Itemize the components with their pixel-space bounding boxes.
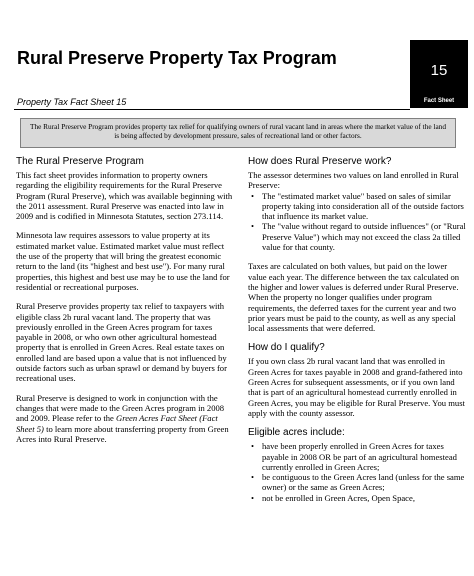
section-heading-eligible: Eligible acres include: (248, 427, 345, 439)
bullet-icon: • (251, 441, 255, 452)
bullet-icon: • (251, 492, 255, 503)
list-item: • be contiguous to the Green Acres land (unless for the same owner) or the same as Green Acres; (251, 472, 465, 493)
paragraph-green-acres (16, 393, 234, 444)
green-acres-reference: Green Acres Fact Sheet (Fact Sheet 5) (16, 413, 218, 434)
header-divider (14, 109, 410, 110)
paragraph-tax-relief: Rural Preserve provides property tax relief to taxpayers with eligible class 2b rural vacant land. The property that was previously enrolled in the Green Acres program for taxes payable in 2008, or who own other agricultural homestead property that is enrolled in Green Acres. Real estate taxes on enrolled land are based upon a value that is not influenced by outside factors such as urban sprawl or demand by buyers for recreational uses. (16, 301, 227, 384)
paragraph-intro: This fact sheet provides information to property owners regarding the eligibility requirements for the Rural Preserve Program (Rural Preserve), which was available beginning with the 2011 assessment. Rural Preserve was enacted into law in 2009 and is codified in Minnesota Statutes, section 273.114. (16, 170, 233, 222)
bullet-icon: • (251, 472, 255, 483)
paragraph-market-value: Minnesota law requires assessors to value property at its estimated market value. Estimated market value must reflect the use of the property that will bring the greatest economic return to the land (its "highest and best use"). For many rural properties, this highest and best use may be to use the land for residential or recreational purposes. (16, 230, 230, 292)
list-item: • have been properly enrolled in Green Acres for taxes payable in 2008 OR be part of an agricultural homestead currently enrolled in Green Acres; (251, 441, 457, 472)
paragraph-qualify: If you own class 2b rural vacant land that was enrolled in Green Acres for taxes payable in 2008 and grand-fathered into Green Acres for subsequent assessments, or if you own land that is part of an agricultural homestead currently enrolled in Green Acres, you may be eligible for Rural Preserve. You must apply with the county assessor. (248, 356, 465, 418)
green-acres-text-c: to learn more about transferring property from Green Acres into Rural Preserve. (16, 423, 229, 444)
list-item: • not be enrolled in Green Acres, Open Space, (251, 492, 415, 503)
left-column (16, 156, 234, 453)
right-column (248, 156, 466, 512)
fact-sheet-badge-label: Fact Sheet (423, 98, 455, 104)
summary-callout: The Rural Preserve Program provides property tax relief for qualifying owners of rural vacant land in areas where the market value of the land is being affected by development pressure, sales of recreational land or other factors. (20, 118, 456, 148)
eligible-bullet-list (248, 441, 466, 503)
section-heading-program: The Rural Preserve Program (16, 156, 144, 167)
list-item: • The "estimated market value" based on sales of similar property taking into consideration all of the outside factors that influence its market value. (251, 190, 464, 222)
paragraph-taxes: Taxes are calculated on both values, but paid on the lower value each year. The difference between the tax calculated on the higher and lower values is deferred under Rural Preserve. When the property no longer qualifies under program requirements, the deferred taxes for the current year and two prior years must be paid to the county, as well as any special local assessments that were deferred. (248, 261, 460, 334)
paragraph-two-values: The assessor determines two values on land enrolled in Rural Preserve: (248, 170, 459, 191)
bullet-icon: • (251, 190, 255, 201)
bullet-icon: • (251, 221, 255, 232)
fact-sheet-number-badge (410, 40, 468, 108)
page-title: Rural Preserve Property Tax Program (17, 48, 337, 68)
page-subtitle: Property Tax Fact Sheet 15 (17, 97, 127, 107)
green-acres-text-a: Rural Preserve is designed to work in conjunction with the changes that were made to the Green Acres program in 2008 and 2009. Please refer to the (16, 392, 225, 424)
values-bullet-list (248, 191, 466, 253)
section-heading-how-it-works: How does Rural Preserve work? (248, 156, 392, 167)
section-heading-qualify: How do I qualify? (248, 342, 325, 354)
fact-sheet-number: 15 (430, 62, 448, 79)
list-item: • The "value without regard to outside influences" (or "Rural Preserve Value") which may not exceed the class 2a tilled value for that county. (251, 221, 466, 253)
